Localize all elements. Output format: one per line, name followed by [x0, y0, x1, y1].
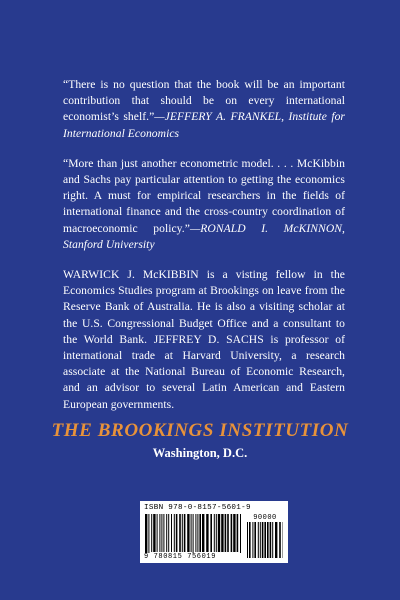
barcode-bar — [225, 514, 227, 552]
barcode-addon-bars — [246, 522, 284, 558]
barcode-bar — [171, 514, 172, 552]
barcode-bar — [161, 514, 162, 552]
barcode-bar — [179, 514, 181, 552]
barcode-bar — [227, 514, 229, 552]
barcode-bar — [264, 522, 266, 558]
barcode-addon — [246, 514, 284, 560]
barcode-bar — [153, 514, 155, 552]
barcode-bar — [195, 514, 196, 552]
barcode-bar — [202, 514, 204, 552]
publisher-location: Washington, D.C. — [152, 446, 248, 460]
barcode-bar — [247, 522, 248, 558]
barcode-bar — [252, 522, 253, 558]
barcode-bar — [157, 514, 158, 552]
barcode-bar — [216, 514, 217, 552]
barcode-bar — [267, 522, 269, 558]
barcode-bar — [233, 514, 235, 552]
quote-text: “There is no question that the book will be an important contribution that should be on every international economist’s shelf.” — [63, 78, 345, 124]
author-bio: WARWICK J. McKIBBIN is a visting fellow in the Economics Studies program at Brookings on leave from the Reserve Bank of Australia. He is also a visiting scholar at the U.S. Congressional Budget Office and a consultant to the World Bank. JEFFREY D. SACHS is professor of international trade at Harvard University, a research associate at the National Bureau of Economic Research, and an advisor to several Latin American and Eastern European governments. — [63, 268, 345, 411]
barcode-bar — [210, 514, 212, 552]
quote-attribution: —RONALD I. McKINNON, Stanford University — [63, 221, 345, 251]
barcode-bar — [221, 514, 223, 552]
barcode-bar — [279, 522, 281, 558]
barcode-bar — [214, 514, 215, 552]
quote-attribution: —JEFFERY A. FRANKEL, Institute for International Economics — [63, 110, 345, 140]
review-quote-mckinnon — [63, 156, 345, 253]
barcode-bar — [260, 522, 261, 558]
publisher-block — [0, 420, 400, 461]
barcode-bar — [174, 514, 175, 552]
barcode-bar — [270, 522, 272, 558]
barcode-bar — [249, 522, 251, 558]
barcode-bar — [197, 514, 198, 552]
barcode-bar — [199, 514, 201, 552]
quote-text: “More than just another econometric model. . . . McKibbin and Sachs pay particular attention to getting the economics right. A must for empirical researchers in the fields of international finance and the cross-country coordination of macroeconomic policy.” — [63, 156, 345, 235]
barcode-digits: 9 780815 756019 — [144, 553, 242, 561]
barcode-bar — [159, 514, 160, 552]
barcode-bar — [187, 514, 189, 552]
barcode-bar — [166, 514, 167, 552]
barcode-bar — [168, 514, 169, 552]
barcode-bar — [191, 514, 192, 552]
review-quote-frankel — [63, 77, 345, 142]
barcode-bar — [258, 522, 259, 558]
barcode-bar — [163, 514, 164, 552]
barcode-bar — [275, 522, 277, 558]
cover-text-block — [63, 77, 345, 413]
barcode-bar — [272, 522, 273, 558]
barcode-bar — [184, 514, 186, 552]
isbn-barcode — [140, 501, 288, 563]
barcode-bar — [262, 522, 264, 558]
barcode-bar — [231, 514, 233, 552]
barcode-bar — [176, 514, 178, 552]
barcode-row — [144, 514, 284, 560]
barcode-bar — [218, 514, 220, 552]
isbn-label: ISBN 978-0-8157-5601-9 — [144, 504, 251, 512]
barcode-bar — [151, 514, 152, 552]
barcode-bar — [254, 522, 256, 558]
barcode-bar — [182, 514, 183, 552]
barcode-bar — [237, 514, 239, 552]
publisher-name: THE BROOKINGS INSTITUTION — [51, 420, 349, 441]
barcode-bar — [206, 514, 208, 552]
barcode-addon-digits: 90000 — [253, 514, 277, 522]
